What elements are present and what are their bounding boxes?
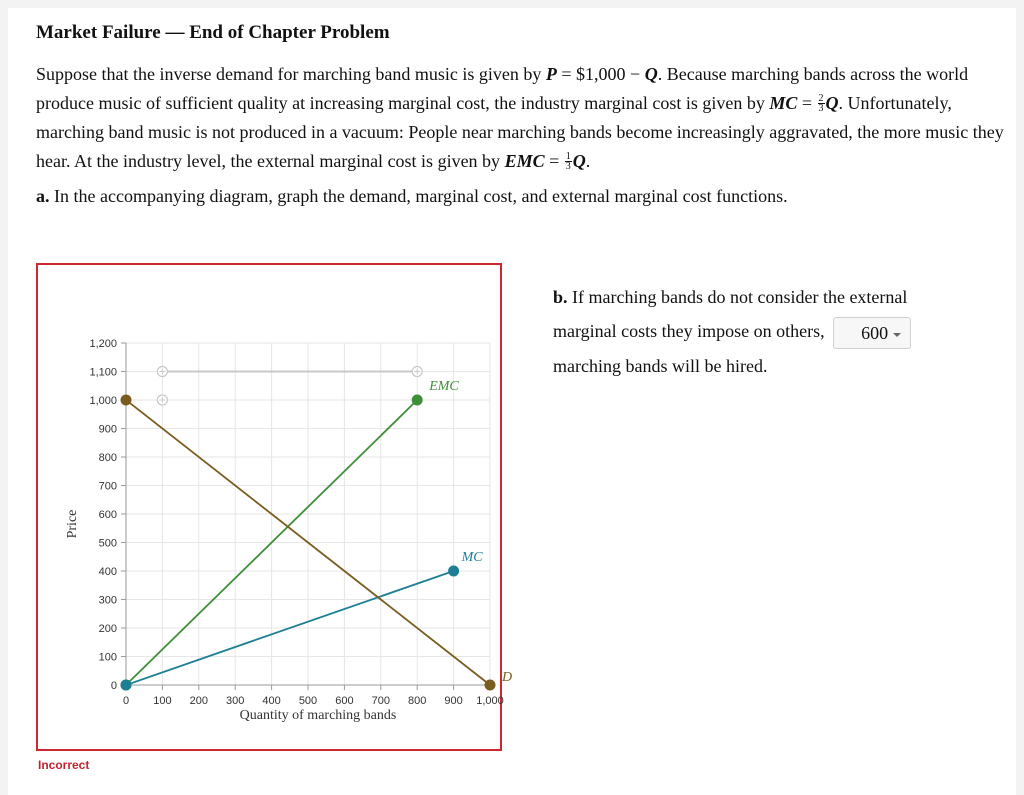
problem-text-4: . bbox=[585, 151, 591, 171]
eq-mc-quantity: Q bbox=[825, 93, 839, 113]
x-tick-label: 100 bbox=[153, 695, 172, 707]
chevron-down-icon bbox=[893, 333, 901, 337]
x-tick-label: 1,000 bbox=[476, 695, 504, 707]
answer-dropdown[interactable] bbox=[833, 317, 911, 349]
y-tick-label: 500 bbox=[98, 537, 117, 550]
supply-demand-chart[interactable] bbox=[38, 265, 513, 749]
unused-graph-handles[interactable] bbox=[157, 367, 422, 406]
y-tick-label: 700 bbox=[98, 480, 117, 493]
page-title: Market Failure — End of Chapter Problem bbox=[36, 22, 390, 43]
x-tick-label: 500 bbox=[298, 695, 318, 707]
eq-emc-equals: = bbox=[544, 151, 564, 171]
eq-emc-quantity: Q bbox=[572, 151, 586, 171]
emc-fraction bbox=[565, 152, 572, 171]
x-tick-label: 700 bbox=[371, 695, 390, 707]
x-tick-label: 900 bbox=[444, 695, 463, 707]
y-tick-label: 1,200 bbox=[89, 338, 117, 350]
emc-fraction-denominator: 3 bbox=[565, 161, 571, 172]
graph-panel[interactable] bbox=[36, 263, 513, 751]
chart-labels bbox=[65, 379, 512, 723]
y-tick-label: 1,100 bbox=[89, 366, 117, 379]
demand-point[interactable] bbox=[121, 395, 132, 406]
eq-demand-rhs: = $1,000 − bbox=[556, 64, 645, 84]
x-tick-label: 200 bbox=[189, 695, 208, 707]
part-b-text-1: If marching bands do not consider the external marginal costs they impose on others, bbox=[553, 287, 908, 341]
x-axis-title: Quantity of marching bands bbox=[239, 708, 397, 723]
y-tick-label: 100 bbox=[98, 651, 117, 664]
part-a-question bbox=[36, 186, 788, 207]
feedback-status: Incorrect bbox=[38, 758, 90, 772]
y-tick-label: 600 bbox=[98, 509, 117, 521]
part-a-label: a. bbox=[36, 186, 50, 206]
mc-curve-label: MC bbox=[461, 550, 483, 565]
emc-curve-label: EMC bbox=[429, 379, 459, 394]
chart-grid bbox=[126, 343, 490, 685]
mc-fraction-denominator: 3 bbox=[818, 103, 824, 114]
y-tick-label: 800 bbox=[98, 452, 117, 464]
demand-curve-label: D bbox=[502, 670, 513, 685]
x-tick-label: 800 bbox=[408, 695, 427, 707]
part-b-label: b. bbox=[553, 287, 568, 307]
part-a-text: In the accompanying diagram, graph the demand, marginal cost, and external marginal cost functions. bbox=[49, 186, 788, 206]
part-b-text-2: marching bands will be hired. bbox=[553, 355, 768, 376]
problem-page bbox=[8, 8, 1016, 795]
emc-point[interactable] bbox=[412, 395, 423, 406]
mc-fraction bbox=[818, 94, 825, 113]
y-tick-label: 300 bbox=[98, 594, 117, 607]
eq-price-symbol: P bbox=[545, 64, 557, 84]
y-tick-label: 1,000 bbox=[89, 395, 117, 407]
problem-text-2: . Because marching bands across the world produce music of sufficient quality at increasing marginal cost, the industry marginal cost is given by bbox=[36, 64, 969, 113]
y-tick-label: 0 bbox=[110, 680, 117, 692]
part-b-question bbox=[553, 280, 973, 383]
eq-mc-equals: = bbox=[797, 93, 817, 113]
x-tick-label: 400 bbox=[262, 695, 281, 707]
emc-fraction-numerator: 1 bbox=[565, 151, 571, 162]
eq-mc-symbol: MC bbox=[769, 93, 798, 113]
answer-dropdown-value: 600 bbox=[861, 322, 889, 343]
eq-emc-symbol: EMC bbox=[504, 151, 545, 171]
y-tick-label: 200 bbox=[98, 623, 117, 635]
problem-text-3: . Unfortunately, marching band music is not produced in a vacuum: People near marching bands become increasingly aggravated, the more music they hear. At the industry level, the external marginal cost is given by bbox=[36, 93, 1004, 171]
x-tick-label: 300 bbox=[226, 695, 245, 707]
problem-statement bbox=[36, 60, 1006, 176]
mc-point[interactable] bbox=[448, 566, 459, 577]
x-tick-label: 600 bbox=[335, 695, 354, 707]
problem-text-1: Suppose that the inverse demand for marching band music is given by bbox=[36, 64, 546, 84]
y-axis-title: Price bbox=[65, 509, 80, 539]
x-tick-label: 0 bbox=[122, 695, 130, 707]
y-tick-label: 400 bbox=[98, 566, 117, 578]
y-tick-label: 900 bbox=[98, 423, 117, 436]
mc-point[interactable] bbox=[121, 680, 132, 691]
mc-fraction-numerator: 2 bbox=[818, 93, 824, 104]
demand-point[interactable] bbox=[485, 680, 496, 691]
eq-quantity-symbol: Q bbox=[644, 64, 658, 84]
